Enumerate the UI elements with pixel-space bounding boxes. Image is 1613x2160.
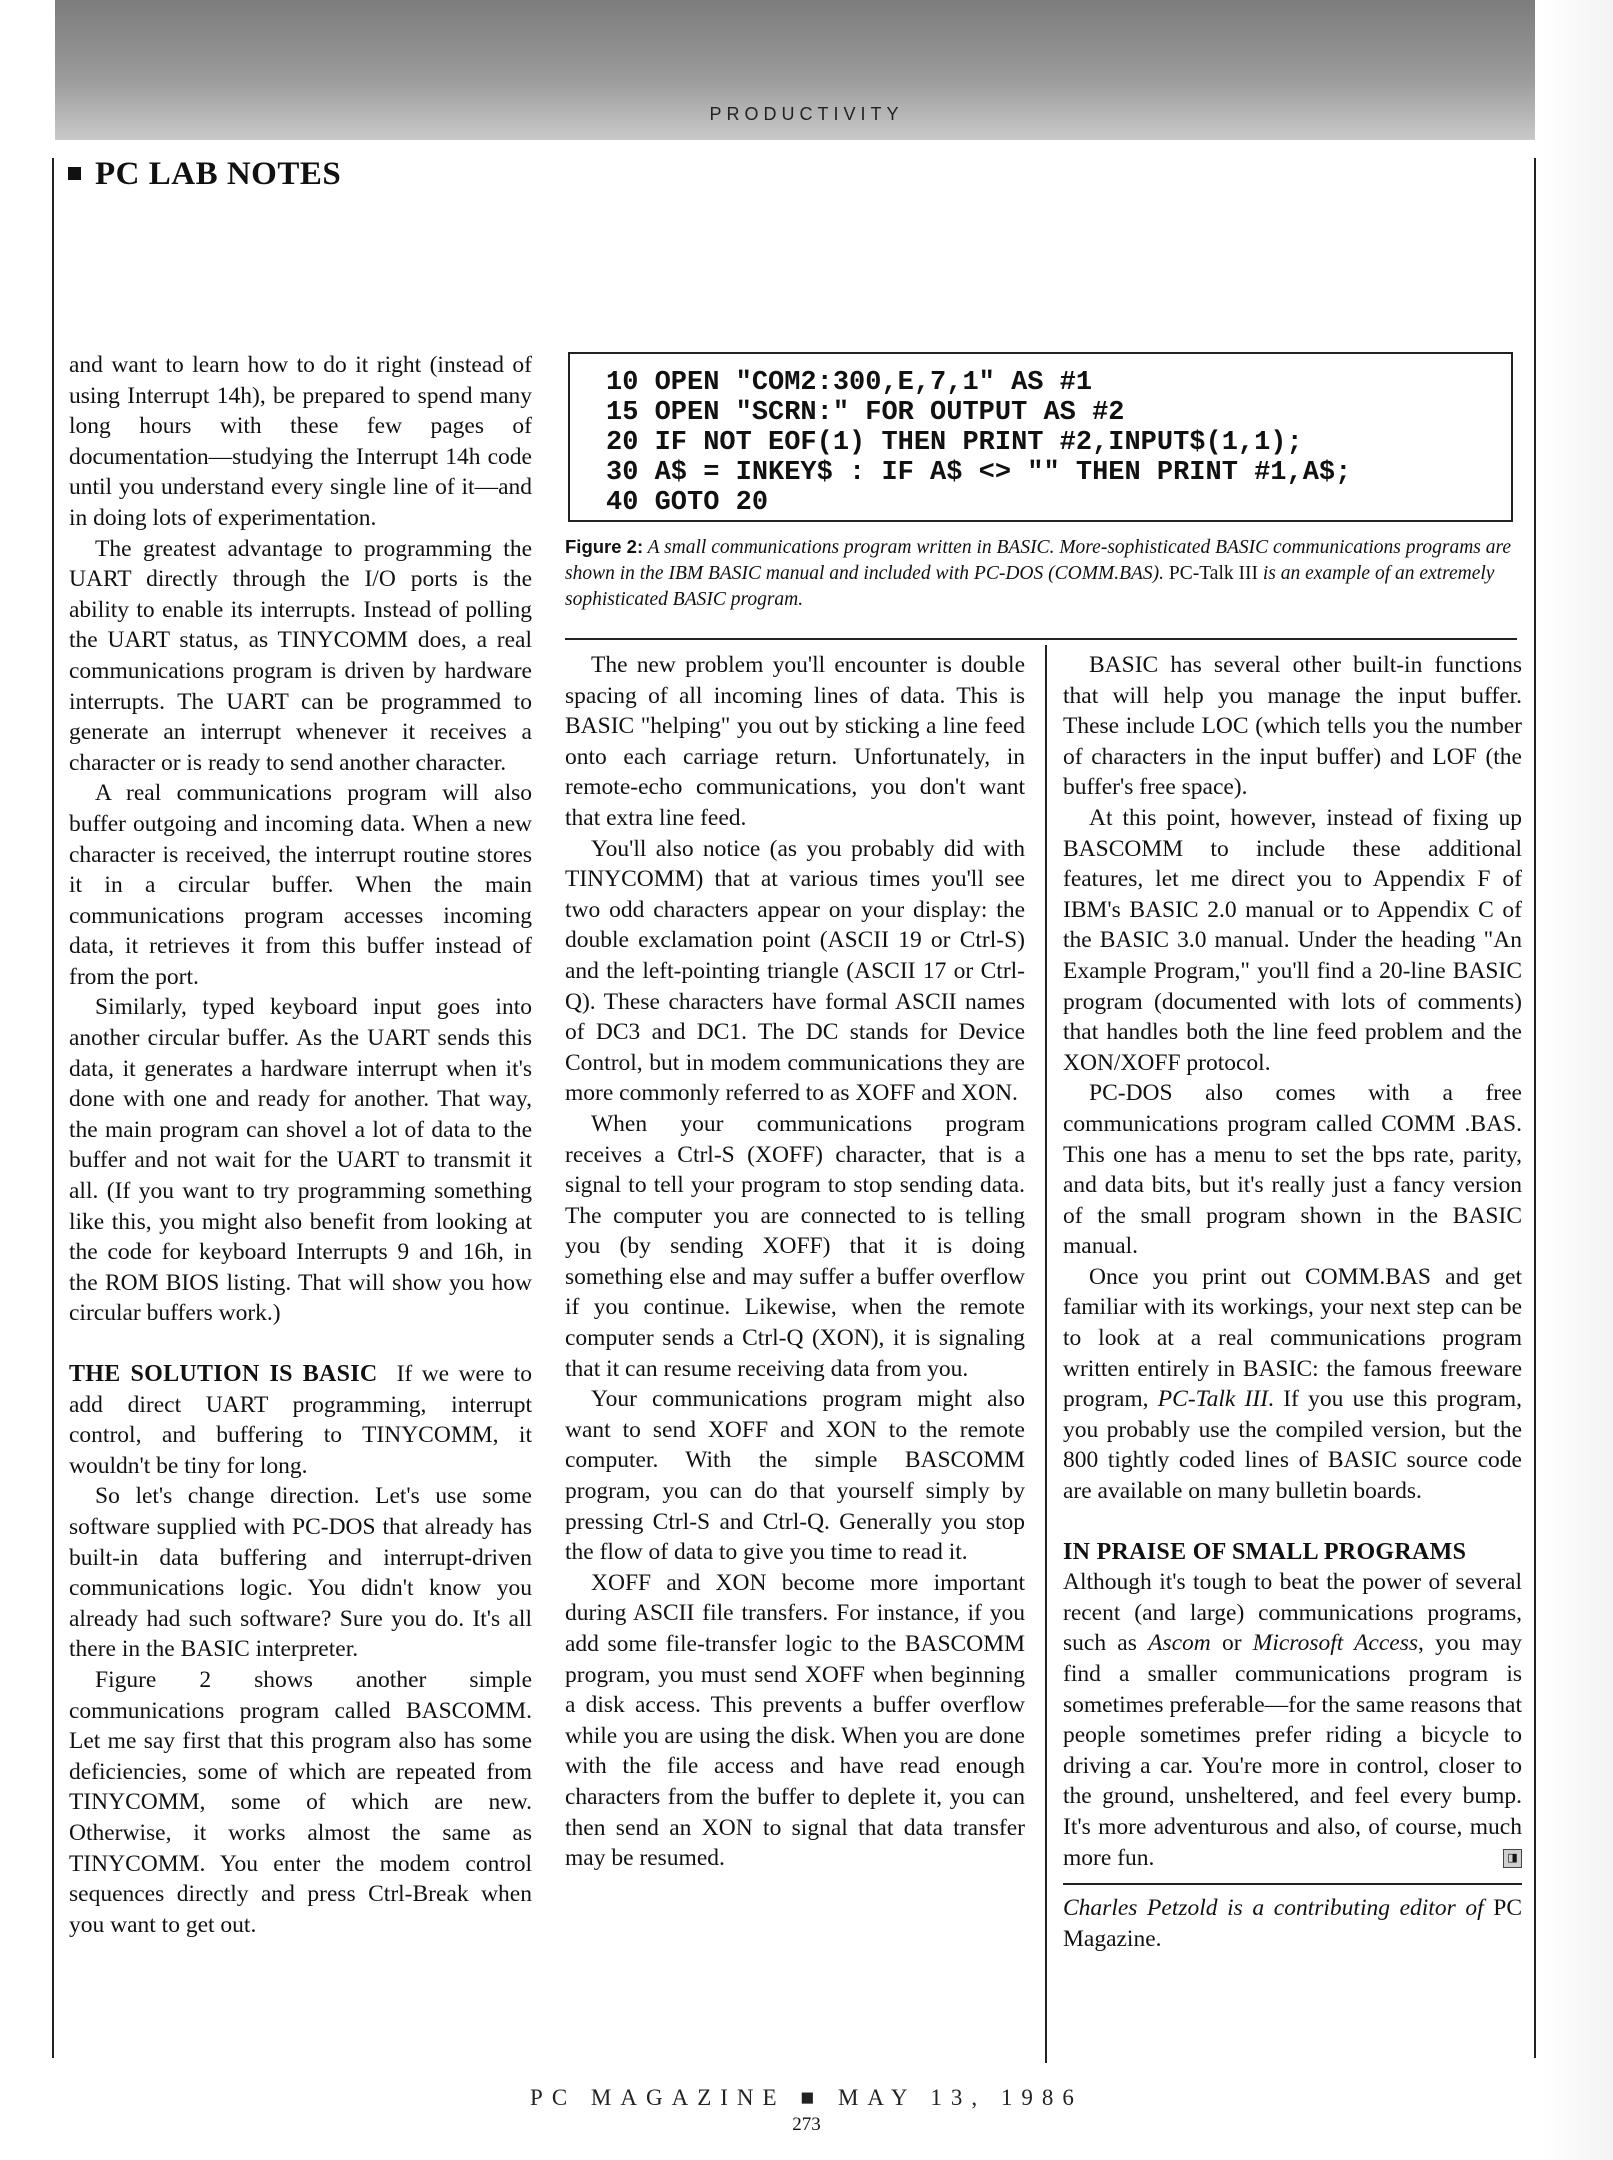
bio-rule: [1063, 1883, 1522, 1885]
code-line: 10 OPEN "COM2:300,E,7,1" AS #1: [606, 368, 1093, 398]
column-rule: [1045, 645, 1047, 2063]
code-line: 40 GOTO 20: [606, 488, 769, 518]
column-2: [565, 650, 1025, 1874]
end-mark-icon: ◨: [1503, 1849, 1522, 1868]
bio-text: Charles Petzold is a contributing editor of: [1063, 1895, 1484, 1922]
paragraph: The greatest advantage to programming the UART directly through the I/O ports is the ability to enable its interrupts. Instead of polling the UART status, as TINYCOMM does, a real communications program is driven by hardware interrupts. The UART can be programmed to generate an interrupt whenever it receives a character or is ready to send another character.: [69, 535, 532, 776]
code-line: 30 A$ = INKEY$ : IF A$ <> "" THEN PRINT #1,A$;: [606, 458, 1352, 488]
program-name: PC-Talk III: [1157, 1386, 1269, 1413]
paragraph-text: or: [1221, 1630, 1242, 1657]
figure-caption: [565, 534, 1517, 613]
paragraph: You'll also notice (as you probably did with TINYCOMM) that at various times you'll see two odd characters appear on your display: the double exclamation point (ASCII 19 or Ctrl-S) and the left-pointing triangle (ASCII 17 or Ctrl-Q). These characters have formal ASCII names of DC3 and DC1. The DC stands for Device Control, but in modem communications they are more commonly referred to as XOFF and XON.: [565, 835, 1025, 1107]
paragraph: At this point, however, instead of fixing up BASCOMM to include these additional features, let me direct you to Appendix F of IBM's BASIC 2.0 manual or to Appendix C of the BASIC 3.0 manual. Under the heading "An Example Program," you'll find a 20-line BASIC program (documented with lots of comments) that handles both the line feed problem and the XON/XOFF protocol.: [1063, 804, 1522, 1076]
paragraph: When your communications program receives a Ctrl-S (XOFF) character, that is a signal to tell your program to stop sending data. The computer you are connected to is telling you (by sending XOFF) that it is doing something else and may suffer a buffer overflow if you continue. Likewise, when the remote computer sends a Ctrl-Q (XON), it is signaling that it can resume receiving data from you.: [565, 1110, 1025, 1382]
section-heading-line: [1063, 1537, 1522, 1568]
left-rule: [52, 158, 54, 2058]
spacer: [1063, 1507, 1522, 1537]
paragraph: and want to learn how to do it right (instead of using Interrupt 14h), be prepared to spend many long hours with these few pages of documentation—studying the Interrupt 14h code until you understand every single line of it—and in doing lots of experimentation.: [69, 352, 532, 531]
paragraph: Similarly, typed keyboard input goes into another circular buffer. As the UART sends this data, it generates a hardware interrupt when it's done with one and ready for another. That way, the main program can shovel a lot of data to the buffer and not wait for the UART to transmit it all. (If you want to try programming something like this, you might also benefit from looking at the code for keyboard Interrupts 9 and 16h, in the ROM BIOS listing. That will show you how circular buffers work.): [69, 994, 532, 1327]
column-1: [69, 350, 532, 1940]
paragraph: [69, 1359, 532, 1481]
paragraph-text: . If you use this program, you probably use the compiled version, but the 800 tightly coded lines of BASIC source code are available on many bulletin boards.: [1063, 1386, 1523, 1505]
program-name: Ascom: [1148, 1630, 1211, 1657]
caption-tail: is an example of an extremely sophisticated BASIC program.: [565, 563, 1495, 610]
right-rule: [1534, 158, 1536, 2058]
paragraph: Figure 2 shows another simple communications program called BASCOMM. Let me say first that this program also has some deficiencies, some of which are repeated from TINYCOMM, some of which are new. Otherwise, it works almost the same as TINYCOMM. You enter the modem control sequences directly and press Ctrl-Break when you want to get out.: [69, 1666, 532, 1938]
paragraph: A real communications program will also buffer outgoing and incoming data. When a new character is received, the interrupt routine stores it in a circular buffer. When the main communications program accesses incoming data, it retrieves it from this buffer instead of from the port.: [69, 780, 532, 990]
code-line: 15 OPEN "SCRN:" FOR OUTPUT AS #2: [606, 398, 1125, 428]
paragraph-text: Once you print out COMM.BAS and get familiar with its workings, your next step can be to look at a real communications program written entirely in BASIC: the famous freeware program,: [1063, 1263, 1522, 1413]
paragraph-text: Although it's tough to beat the power of several recent (and large) communications programs, such as: [1063, 1569, 1522, 1657]
caption-text: A small communications program written in BASIC. More-sophisticated BASIC communications programs are shown in the IBM BASIC manual and included with PC-DOS (COMM.BAS).: [565, 537, 1512, 584]
paragraph: So let's change direction. Let's use some software supplied with PC-DOS that already has built-in data buffering and interrupt-driven communications logic. You didn't know you already had such software? Sure you do. It's all there in the BASIC interpreter.: [69, 1483, 532, 1663]
paragraph: Your communications program might also want to send XOFF and XON to the remote computer. With the simple BASCOMM program, you can do that yourself simply by pressing Ctrl-S and Ctrl-Q. Generally you stop the flow of data to give you time to read it.: [565, 1386, 1025, 1566]
paragraph: [1063, 1567, 1522, 1873]
paragraph: The new problem you'll encounter is double spacing of all incoming lines of data. This is BASIC "helping" you out by sticking a line feed onto each carriage return. Unfortunately, in remote-echo communications, you don't want that extra line feed.: [565, 652, 1025, 831]
page-edge: [1541, 0, 1613, 2160]
paragraph: PC-DOS also comes with a free communications program called COMM .BAS. This one has a menu to set the bps rate, parity, and data bits, but it's really just a fancy version of the small program shown in the BASIC manual.: [1063, 1080, 1522, 1260]
bio-magazine: PC Magazine.: [1063, 1895, 1522, 1952]
paragraph-text: If we were to add direct UART programming, interrupt control, and buffering to TINYCOMM, it wouldn't be tiny for long.: [69, 1361, 533, 1479]
caption-program-name: PC-Talk III: [1168, 563, 1258, 584]
section-heading: THE SOLUTION IS BASIC: [69, 1361, 378, 1387]
program-name: Microsoft Access: [1252, 1630, 1419, 1657]
section-label: PRODUCTIVITY: [709, 104, 904, 124]
paragraph: BASIC has several other built-in functions that will help you manage the input buffer. These include LOC (which tells you the number of characters in the input buffer) and LOF (the buffer's free space).: [1063, 652, 1522, 801]
column-3: [1063, 650, 1522, 1954]
section-heading: IN PRAISE OF SMALL PROGRAMS: [1063, 1538, 1467, 1565]
column-label: [68, 156, 341, 193]
paragraph-text: , you may find a smaller communications program is sometimes preferable—for the same reasons that people sometimes prefer riding a bicycle to driving a car. You're more in control, closer to the ground, unsheltered, and feel every bump. It's more adventurous and also, of course, much more fun.: [1063, 1630, 1523, 1871]
paragraph: [1063, 1262, 1522, 1507]
column-label-text: PC LAB NOTES: [95, 156, 342, 192]
code-listing: [568, 352, 1513, 522]
footer-title: PC MAGAZINE ■ MAY 13, 1986: [530, 2085, 1083, 2110]
spacer: [69, 1329, 532, 1359]
caption-rule: [565, 638, 1517, 640]
square-bullet-icon: [68, 167, 81, 180]
caption-label: Figure 2:: [565, 536, 644, 557]
page-number: 273: [792, 2114, 821, 2135]
paragraph: XOFF and XON become more important during ASCII file transfers. For instance, if you add some file-transfer logic to the BASCOMM program, you must send XOFF when beginning a disk access. This prevents a buffer overflow while you are using the disk. When you are done with the file access and have read enough characters from the buffer to deplete it, you can then send an XON to signal that data transfer may be resumed.: [565, 1569, 1025, 1872]
author-bio: [1063, 1893, 1522, 1954]
code-line: 20 IF NOT EOF(1) THEN PRINT #2,INPUT$(1,1);: [606, 428, 1303, 458]
